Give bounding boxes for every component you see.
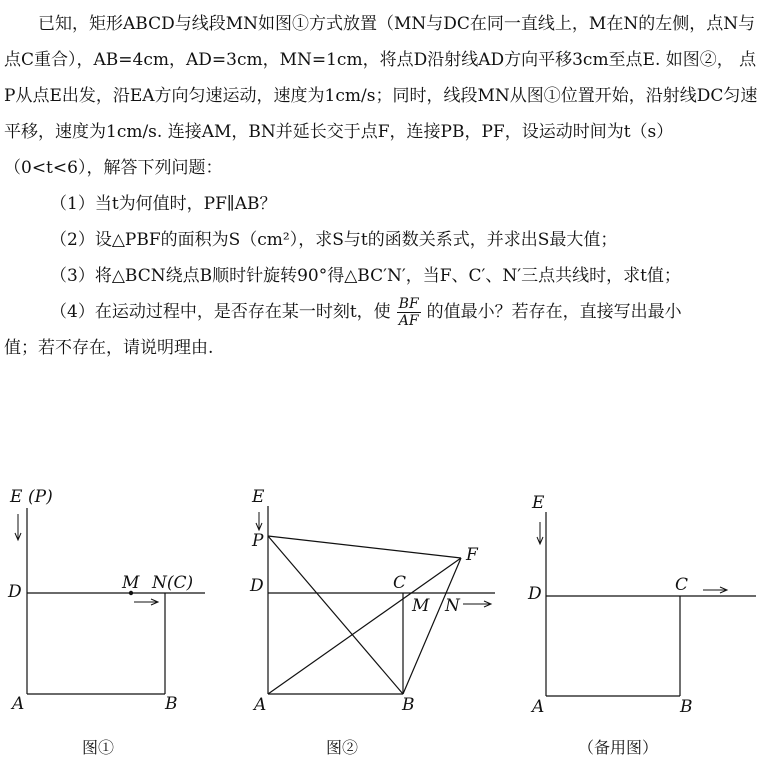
fig2-label-m: M [412, 596, 430, 616]
fig3-label-d: D [528, 584, 542, 604]
figure-2 [240, 478, 510, 771]
fig3-label-e: E [532, 493, 545, 513]
figure-3 [520, 478, 760, 771]
question-4-part-b: 的值最小？若存在，直接写出最小 [426, 302, 682, 322]
question-1: （1）当t为何值时，PF∥AB？ [50, 194, 277, 214]
question-2: （2）设△PBF的面积为S（cm²），求S与t的函数关系式，并求出S最大值； [50, 230, 618, 250]
fig2-label-d: D [250, 576, 264, 596]
fig2-line-pb [268, 536, 403, 694]
fig1-label-a: A [12, 694, 25, 714]
fraction-bf-af [397, 296, 421, 329]
fig2-label-p: P [252, 531, 264, 551]
fig3-label-a: A [532, 697, 545, 717]
problem-intro: 已知，矩形ABCD与线段MN如图①方式放置（MN与DC在同一直线上，M在N的左侧，点N与点C重合），AB=4cm，AD=3cm，MN=1cm，将点D沿射线AD方向平移3cm至点E. 如图②， 点P从点E出发，沿EA方向匀速运动，速度为1cm/s；同时，线段MN从图①位置开始，沿射线DC匀速平移，速度为1cm/s. 连接AM，BN并延长交于点F，连接PB，PF，设运动时间为t（s）（0<t<6），解答下列问题： [4, 14, 758, 178]
figure-1 [0, 478, 230, 771]
question-3: （3）将△BCN绕点B顺时针旋转90°得△BC′N′，当F、C′、N′三点共线时，求t值； [50, 266, 681, 286]
fig1-label-m: M [122, 573, 140, 593]
fig1-label-n: N(C) [152, 573, 194, 593]
fig2-label-e: E [252, 487, 265, 507]
fig3-caption: （备用图） [578, 738, 659, 757]
fig2-label-a: A [254, 695, 267, 715]
problem-text [4, 6, 758, 366]
figure-3-diagram [520, 478, 760, 767]
figure-2-diagram [240, 478, 510, 767]
fig1-label-b: B [165, 694, 178, 714]
fig2-line-pf [268, 536, 461, 558]
fig2-caption: 图② [326, 738, 359, 757]
fig1-label-d: D [8, 582, 22, 602]
fig2-label-f: F [466, 545, 478, 565]
fig2-label-n: N [445, 596, 460, 616]
figure-1-diagram [0, 478, 230, 767]
fig1-label-p: (P) [28, 487, 53, 507]
question-4 [4, 294, 758, 330]
fig1-caption: 图① [82, 738, 115, 757]
fraction-numerator: BF [398, 296, 419, 312]
question-4-continued: 值；若不存在，请说明理由. [4, 338, 214, 358]
fig3-label-b: B [680, 697, 693, 717]
fig1-label-e: E [10, 487, 23, 507]
fig3-label-c: C [675, 575, 689, 595]
fig2-label-c: C [393, 573, 407, 593]
fraction-denominator: AF [398, 313, 419, 329]
question-4-part-a: （4）在运动过程中，是否存在某一时刻t，使 [50, 302, 391, 322]
fig2-label-b: B [402, 695, 415, 715]
